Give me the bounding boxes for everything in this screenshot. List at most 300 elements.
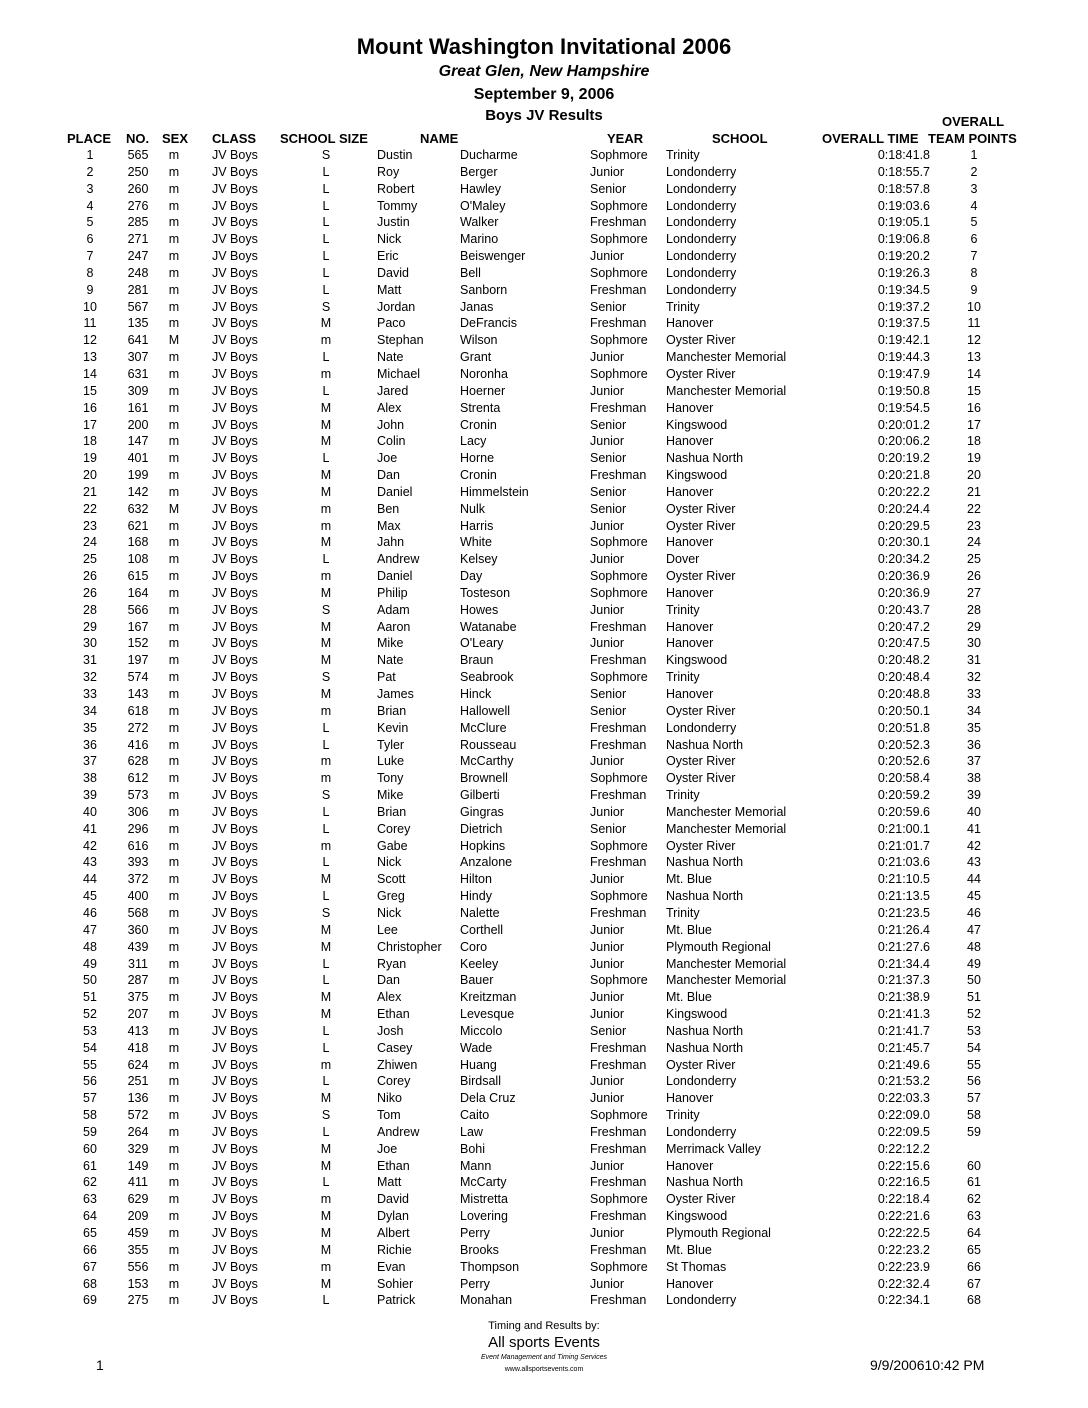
school-cell: Nashua North — [666, 1040, 744, 1055]
sex-cell: M — [168, 333, 180, 348]
bib-number-cell: 400 — [127, 889, 149, 904]
school-size-cell: L — [322, 282, 330, 297]
bib-number-cell: 248 — [127, 265, 149, 280]
first-name-cell: Tyler — [377, 737, 405, 752]
school-cell: Manchester Memorial — [666, 350, 787, 365]
last-name-cell: Birdsall — [460, 1074, 501, 1089]
time-cell: 0:22:22.5 — [877, 1226, 930, 1240]
place-cell: 33 — [83, 687, 97, 701]
column-header-name: NAME — [420, 131, 459, 146]
bib-number-cell: 413 — [127, 1023, 149, 1038]
bib-number-cell: 572 — [127, 1108, 149, 1123]
school-cell: Nashua North — [666, 737, 744, 752]
school-cell: Londonderry — [666, 282, 737, 297]
school-cell: Oyster River — [666, 771, 736, 786]
table-row — [0, 1107, 1088, 1124]
table-row — [0, 484, 1088, 501]
first-name-cell: Brian — [377, 703, 407, 718]
column-header-no: NO. — [126, 131, 150, 146]
team-points-cell: 20 — [967, 468, 981, 483]
year-cell: Sophmore — [590, 838, 648, 853]
last-name-cell: Harris — [460, 518, 494, 533]
last-name-cell: Huang — [460, 1057, 497, 1072]
team-points-cell: 15 — [967, 383, 981, 398]
class-cell: JV Boys — [212, 1192, 258, 1207]
bib-number-cell: 149 — [127, 1158, 149, 1173]
school-cell: Londonderry — [666, 1074, 737, 1089]
year-cell: Junior — [590, 383, 625, 398]
bib-number-cell: 276 — [127, 198, 149, 213]
class-cell: JV Boys — [212, 1057, 258, 1072]
school-size-cell: M — [320, 619, 332, 634]
school-size-cell: M — [320, 585, 332, 600]
bib-number-cell: 624 — [127, 1057, 149, 1072]
last-name-cell: Perry — [460, 1276, 490, 1291]
school-cell: Londonderry — [666, 215, 737, 230]
team-points-cell: 25 — [967, 552, 981, 567]
table-row — [0, 821, 1088, 838]
time-cell: 0:18:41.8 — [877, 148, 930, 162]
bib-number-cell: 401 — [127, 451, 149, 466]
school-cell: Trinity — [666, 148, 700, 162]
place-cell: 28 — [83, 602, 97, 617]
table-row — [0, 1292, 1088, 1309]
last-name-cell: Dietrich — [460, 821, 503, 836]
class-cell: JV Boys — [212, 434, 258, 449]
school-cell: Plymouth Regional — [666, 939, 771, 954]
last-name-cell: O'Leary — [460, 636, 504, 651]
table-row — [0, 1191, 1088, 1208]
time-cell: 0:21:27.6 — [877, 939, 930, 954]
sex-cell: m — [168, 181, 180, 196]
school-size-cell: L — [322, 889, 330, 904]
time-cell: 0:21:45.7 — [877, 1040, 930, 1055]
school-size-cell: S — [321, 788, 331, 803]
year-cell: Junior — [590, 990, 625, 1005]
school-size-cell: L — [322, 249, 330, 264]
class-cell: JV Boys — [212, 636, 258, 651]
school-cell: Kingswood — [666, 468, 728, 483]
sex-cell: m — [168, 771, 180, 786]
time-cell: 0:20:19.2 — [877, 451, 930, 466]
bib-number-cell: 309 — [127, 383, 149, 398]
school-cell: Nashua North — [666, 1175, 744, 1190]
place-cell: 34 — [83, 703, 97, 718]
sex-cell: m — [168, 1226, 180, 1240]
team-points-cell: 11 — [967, 316, 981, 331]
class-cell: JV Boys — [212, 350, 258, 365]
place-cell: 24 — [83, 535, 97, 550]
table-row — [0, 989, 1088, 1006]
place-cell: 18 — [83, 434, 97, 449]
school-size-cell: M — [320, 1158, 332, 1173]
school-cell: Mt. Blue — [666, 990, 712, 1005]
bib-number-cell: 439 — [127, 939, 149, 954]
sex-cell: m — [168, 148, 180, 162]
place-cell: 64 — [83, 1209, 97, 1224]
school-size-cell: L — [322, 737, 330, 752]
time-cell: 0:19:42.1 — [877, 333, 930, 348]
team-points-cell: 17 — [967, 417, 981, 432]
sex-cell: m — [168, 636, 180, 651]
year-cell: Sophmore — [590, 585, 648, 600]
bib-number-cell: 251 — [127, 1074, 149, 1089]
bib-number-cell: 307 — [127, 350, 149, 365]
time-cell: 0:22:34.1 — [877, 1293, 930, 1308]
first-name-cell: Joe — [377, 1141, 398, 1156]
sex-cell: m — [168, 1192, 180, 1207]
column-header-sex: SEX — [162, 131, 189, 146]
team-points-cell: 4 — [970, 198, 978, 213]
table-row — [0, 568, 1088, 585]
first-name-cell: Ryan — [377, 956, 407, 971]
page-title: Mount Washington Invitational 2006 — [356, 34, 732, 59]
school-cell: Hanover — [666, 1276, 714, 1291]
column-header-overall-time: OVERALL TIME — [822, 131, 919, 146]
bib-number-cell: 329 — [127, 1141, 149, 1156]
sex-cell: m — [168, 855, 180, 870]
last-name-cell: Hindy — [460, 889, 492, 904]
team-points-cell: 57 — [967, 1091, 981, 1106]
school-size-cell: m — [320, 1192, 332, 1207]
table-row — [0, 972, 1088, 989]
bib-number-cell: 161 — [127, 400, 149, 415]
class-cell: JV Boys — [212, 838, 258, 853]
team-points-cell: 2 — [970, 164, 978, 179]
team-points-cell: 14 — [967, 366, 981, 381]
last-name-cell: Himmelstein — [460, 484, 529, 499]
sex-cell: m — [168, 687, 180, 701]
year-cell: Junior — [590, 518, 625, 533]
table-row — [0, 652, 1088, 669]
first-name-cell: Andrew — [377, 1124, 420, 1139]
class-cell: JV Boys — [212, 501, 258, 516]
place-cell: 6 — [86, 232, 94, 247]
first-name-cell: Philip — [377, 585, 408, 600]
team-points-cell: 33 — [967, 687, 981, 701]
place-cell: 46 — [83, 905, 97, 920]
school-cell: Manchester Memorial — [666, 821, 787, 836]
bib-number-cell: 136 — [127, 1091, 149, 1106]
table-row — [0, 737, 1088, 754]
sex-cell: m — [168, 552, 180, 567]
time-cell: 0:22:09.5 — [877, 1124, 930, 1139]
last-name-cell: Miccolo — [460, 1023, 503, 1038]
school-size-cell: m — [320, 366, 332, 381]
last-name-cell: Berger — [460, 164, 498, 179]
school-cell: Londonderry — [666, 198, 737, 213]
class-cell: JV Boys — [212, 754, 258, 769]
table-row — [0, 703, 1088, 720]
last-name-cell: Watanabe — [460, 619, 517, 634]
bib-number-cell: 250 — [127, 164, 149, 179]
table-row — [0, 905, 1088, 922]
place-cell: 43 — [83, 855, 97, 870]
first-name-cell: Matt — [377, 282, 402, 297]
first-name-cell: Patrick — [377, 1293, 416, 1308]
first-name-cell: Roy — [377, 164, 400, 179]
time-cell: 0:19:37.2 — [877, 299, 930, 314]
place-cell: 60 — [83, 1141, 97, 1156]
team-points-cell: 58 — [967, 1108, 981, 1123]
place-cell: 10 — [83, 299, 97, 314]
bib-number-cell: 568 — [127, 905, 149, 920]
last-name-cell: Marino — [460, 232, 499, 247]
table-row — [0, 265, 1088, 282]
sex-cell: m — [168, 990, 180, 1005]
sex-cell: m — [168, 1007, 180, 1022]
year-cell: Freshman — [590, 905, 647, 920]
bib-number-cell: 147 — [127, 434, 149, 449]
place-cell: 68 — [83, 1276, 97, 1291]
last-name-cell: Hoerner — [460, 383, 506, 398]
school-cell: Mt. Blue — [666, 872, 712, 887]
place-cell: 4 — [86, 198, 94, 213]
class-cell: JV Boys — [212, 1023, 258, 1038]
team-points-cell: 28 — [967, 602, 981, 617]
place-cell: 41 — [83, 821, 97, 836]
first-name-cell: Jared — [377, 383, 409, 398]
first-name-cell: Greg — [377, 889, 405, 904]
school-cell: Plymouth Regional — [666, 1226, 771, 1240]
first-name-cell: Sohier — [377, 1276, 414, 1291]
sex-cell: m — [168, 518, 180, 533]
year-cell: Freshman — [590, 855, 647, 870]
place-cell: 31 — [83, 653, 97, 668]
class-cell: JV Boys — [212, 468, 258, 483]
sex-cell: m — [168, 1175, 180, 1190]
team-points-cell: 50 — [967, 973, 981, 988]
school-size-cell: L — [322, 1023, 330, 1038]
team-points-cell: 47 — [967, 922, 981, 937]
time-cell: 0:22:12.2 — [877, 1141, 930, 1156]
year-cell: Freshman — [590, 1057, 647, 1072]
school-size-cell: L — [322, 1293, 330, 1308]
last-name-cell: Janas — [460, 299, 494, 314]
team-points-cell: 5 — [970, 215, 978, 230]
last-name-cell: McCarthy — [460, 754, 514, 769]
table-row — [0, 282, 1088, 299]
school-size-cell: L — [322, 821, 330, 836]
class-cell: JV Boys — [212, 804, 258, 819]
sex-cell: m — [168, 484, 180, 499]
sex-cell: m — [168, 164, 180, 179]
school-cell: Oyster River — [666, 754, 736, 769]
class-cell: JV Boys — [212, 215, 258, 230]
last-name-cell: Rousseau — [460, 737, 517, 752]
first-name-cell: David — [377, 1192, 409, 1207]
place-cell: 50 — [83, 973, 97, 988]
year-cell: Freshman — [590, 788, 647, 803]
class-cell: JV Boys — [212, 1007, 258, 1022]
company-services: Event Management and Timing Services — [481, 1354, 607, 1361]
first-name-cell: Max — [377, 518, 401, 533]
school-cell: Trinity — [666, 602, 700, 617]
school-cell: Kingswood — [666, 1007, 728, 1022]
year-cell: Freshman — [590, 1209, 647, 1224]
table-row — [0, 198, 1088, 215]
first-name-cell: Daniel — [377, 484, 413, 499]
place-cell: 15 — [83, 383, 97, 398]
last-name-cell: Anzalone — [460, 855, 513, 870]
year-cell: Junior — [590, 1276, 625, 1291]
sex-cell: m — [168, 872, 180, 887]
year-cell: Freshman — [590, 737, 647, 752]
class-cell: JV Boys — [212, 198, 258, 213]
first-name-cell: Casey — [377, 1040, 413, 1055]
time-cell: 0:20:47.2 — [877, 619, 930, 634]
sex-cell: m — [168, 451, 180, 466]
team-points-cell: 22 — [967, 501, 981, 516]
class-cell: JV Boys — [212, 265, 258, 280]
bib-number-cell: 167 — [127, 619, 149, 634]
team-points-cell: 46 — [967, 905, 981, 920]
sex-cell: m — [168, 1057, 180, 1072]
class-cell: JV Boys — [212, 1242, 258, 1257]
time-cell: 0:20:48.2 — [877, 653, 930, 668]
last-name-cell: Law — [460, 1124, 483, 1139]
team-points-cell: 43 — [967, 855, 981, 870]
class-cell: JV Boys — [212, 569, 258, 584]
place-cell: 56 — [83, 1074, 97, 1089]
school-cell: Trinity — [666, 788, 700, 803]
school-cell: Dover — [666, 552, 700, 567]
last-name-cell: Hallowell — [460, 703, 511, 718]
table-row — [0, 147, 1088, 164]
year-cell: Junior — [590, 249, 625, 264]
class-cell: JV Boys — [212, 619, 258, 634]
last-name-cell: Corthell — [460, 922, 504, 937]
sex-cell: m — [168, 366, 180, 381]
time-cell: 0:21:01.7 — [877, 838, 930, 853]
year-cell: Junior — [590, 1007, 625, 1022]
place-cell: 14 — [83, 366, 97, 381]
first-name-cell: Evan — [377, 1259, 406, 1274]
year-cell: Sophmore — [590, 771, 648, 786]
first-name-cell: Corey — [377, 1074, 411, 1089]
time-cell: 0:22:21.6 — [877, 1209, 930, 1224]
last-name-cell: Gilberti — [460, 788, 500, 803]
last-name-cell: Levesque — [460, 1007, 515, 1022]
school-size-cell: S — [321, 670, 331, 685]
class-cell: JV Boys — [212, 737, 258, 752]
last-name-cell: DeFrancis — [460, 316, 517, 331]
results-section-title: Boys JV Results — [485, 107, 603, 124]
table-row — [0, 231, 1088, 248]
time-cell: 0:20:50.1 — [877, 703, 930, 718]
class-cell: JV Boys — [212, 333, 258, 348]
school-size-cell: M — [320, 434, 332, 449]
last-name-cell: Coro — [460, 939, 488, 954]
year-cell: Freshman — [590, 619, 647, 634]
bib-number-cell: 197 — [127, 653, 149, 668]
year-cell: Junior — [590, 754, 625, 769]
year-cell: Freshman — [590, 720, 647, 735]
school-size-cell: L — [322, 804, 330, 819]
last-name-cell: Kreitzman — [460, 990, 517, 1005]
last-name-cell: Mistretta — [460, 1192, 508, 1207]
time-cell: 0:21:41.3 — [877, 1007, 930, 1022]
team-points-cell: 35 — [967, 720, 981, 735]
place-cell: 21 — [83, 484, 97, 499]
place-cell: 63 — [83, 1192, 97, 1207]
time-cell: 0:20:01.2 — [877, 417, 930, 432]
place-cell: 7 — [86, 249, 94, 264]
place-cell: 59 — [83, 1124, 97, 1139]
school-cell: Manchester Memorial — [666, 804, 787, 819]
school-size-cell: m — [320, 518, 332, 533]
year-cell: Freshman — [590, 1040, 647, 1055]
school-size-cell: L — [322, 552, 330, 567]
last-name-cell: Howes — [460, 602, 499, 617]
column-header-place: PLACE — [67, 131, 112, 146]
sex-cell: m — [168, 1293, 180, 1308]
bib-number-cell: 631 — [127, 366, 149, 381]
time-cell: 0:20:22.2 — [877, 484, 930, 499]
team-points-cell: 8 — [970, 265, 978, 280]
school-cell: Londonderry — [666, 181, 737, 196]
team-points-cell: 42 — [967, 838, 981, 853]
school-size-cell: M — [320, 1091, 332, 1106]
year-cell: Junior — [590, 350, 625, 365]
time-cell: 0:20:06.2 — [877, 434, 930, 449]
bib-number-cell: 207 — [127, 1007, 149, 1022]
bib-number-cell: 152 — [127, 636, 149, 651]
year-cell: Junior — [590, 164, 625, 179]
school-size-cell: m — [320, 1057, 332, 1072]
bib-number-cell: 281 — [127, 282, 149, 297]
first-name-cell: Robert — [377, 181, 415, 196]
year-cell: Senior — [590, 1023, 627, 1038]
bib-number-cell: 272 — [127, 720, 149, 735]
table-row — [0, 602, 1088, 619]
table-row — [0, 1158, 1088, 1175]
column-header-school-size: SCHOOL SIZE — [280, 131, 368, 146]
school-cell: Kingswood — [666, 417, 728, 432]
last-name-cell: Walker — [460, 215, 499, 230]
place-cell: 58 — [83, 1108, 97, 1123]
school-cell: Londonderry — [666, 164, 737, 179]
year-cell: Junior — [590, 434, 625, 449]
sex-cell: m — [168, 569, 180, 584]
time-cell: 0:19:05.1 — [877, 215, 930, 230]
class-cell: JV Boys — [212, 148, 258, 162]
bib-number-cell: 615 — [127, 569, 149, 584]
year-cell: Senior — [590, 687, 627, 701]
school-size-cell: L — [322, 383, 330, 398]
bib-number-cell: 372 — [127, 872, 149, 887]
school-size-cell: L — [322, 1175, 330, 1190]
last-name-cell: Lacy — [460, 434, 487, 449]
class-cell: JV Boys — [212, 1175, 258, 1190]
school-size-cell: M — [320, 1007, 332, 1022]
bib-number-cell: 285 — [127, 215, 149, 230]
sex-cell: m — [168, 737, 180, 752]
table-row — [0, 315, 1088, 332]
table-row — [0, 753, 1088, 770]
last-name-cell: Caito — [460, 1108, 490, 1123]
table-row — [0, 854, 1088, 871]
class-cell: JV Boys — [212, 602, 258, 617]
event-date: September 9, 2006 — [473, 86, 615, 103]
table-row — [0, 1124, 1088, 1141]
school-size-cell: L — [322, 164, 330, 179]
first-name-cell: Stephan — [377, 333, 424, 348]
bib-number-cell: 621 — [127, 518, 149, 533]
year-cell: Sophmore — [590, 1192, 648, 1207]
last-name-cell: Nalette — [460, 905, 500, 920]
table-row — [0, 433, 1088, 450]
